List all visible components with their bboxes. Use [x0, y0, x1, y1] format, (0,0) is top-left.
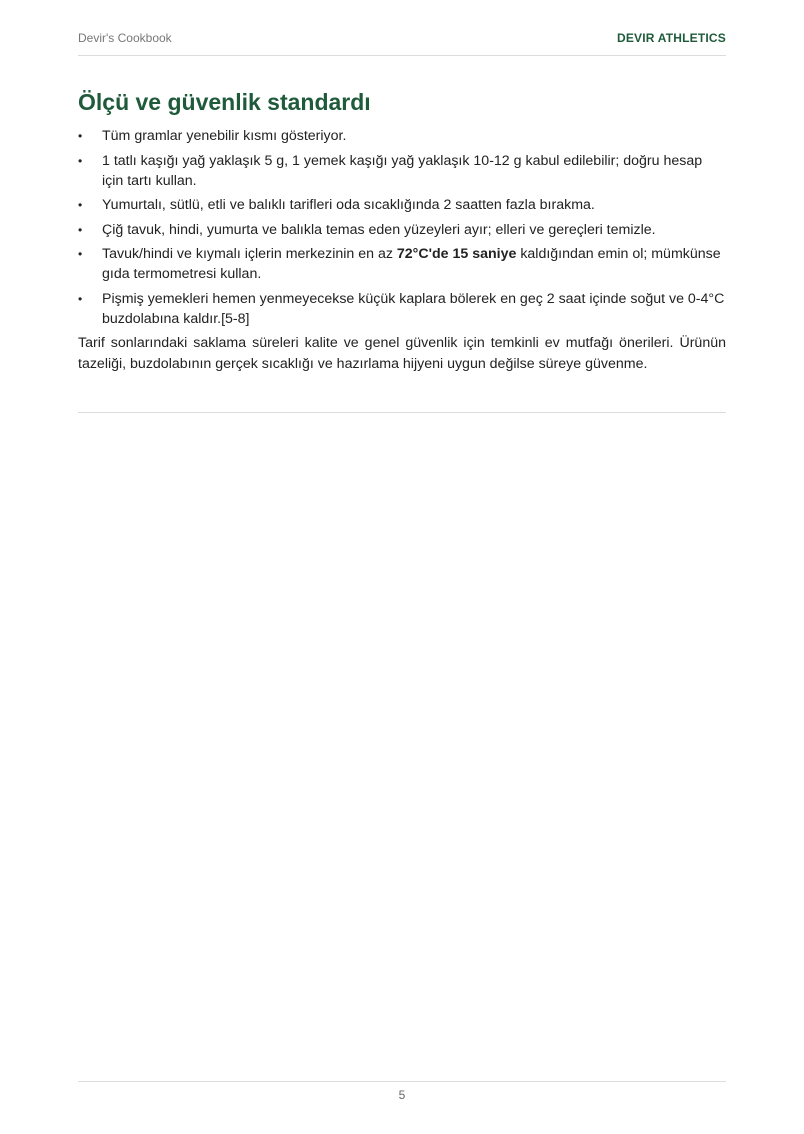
page-footer: [78, 1081, 726, 1102]
section-title: Ölçü ve güvenlik standardı: [78, 89, 371, 115]
page-header: [78, 28, 726, 56]
main-content: [78, 86, 726, 374]
list-item-text-after: kaldığından emin ol; mümkünse gıda termometresi kullan.: [102, 246, 721, 282]
brand-name: DEVIR ATHLETICS: [616, 31, 726, 45]
bullet-icon: •: [78, 198, 83, 212]
list-item: [78, 195, 726, 215]
safety-rules-list: [78, 126, 726, 329]
bullet-icon: •: [78, 291, 83, 306]
list-item: [78, 244, 726, 284]
section-divider: [78, 412, 726, 413]
page-number: 5: [398, 1088, 406, 1102]
temperature-emphasis: 72°C'de 15 saniye: [396, 246, 517, 262]
list-item-text: Yumurtalı, sütlü, etli ve balıklı tarifleri oda sıcaklığında 2 saatten fazla bırakma.: [102, 197, 595, 213]
list-item: [78, 289, 726, 329]
storage-note-paragraph: Tarif sonlarındaki saklama süreleri kalite ve genel güvenlik için temkinli ev mutfağı önerileri. Ürünün tazeliği, buzdolabının gerçek sıcaklığı ve hazırlama hijyeni uygun değilse süreye güvenme.: [78, 335, 726, 372]
list-item-text: 1 tatlı kaşığı yağ yaklaşık 5 g, 1 yemek kaşığı yağ yaklaşık 10-12 g kabul edilebilir; doğru hesap için tartı kullan.: [102, 152, 703, 189]
list-item-text-before: Tavuk/hindi ve kıymalı içlerin merkezinin en az: [102, 246, 397, 262]
list-item-text: Tüm gramlar yenebilir kısmı gösteriyor.: [102, 128, 347, 144]
list-item-text: Çiğ tavuk, hindi, yumurta ve balıkla temas eden yüzeyleri ayır; elleri ve gereçleri temizle.: [102, 221, 656, 238]
list-item: [78, 126, 726, 146]
book-title: Devir's Cookbook: [78, 31, 172, 45]
bullet-icon: •: [78, 222, 83, 237]
list-item: [78, 220, 726, 240]
bullet-icon: •: [78, 153, 83, 168]
list-item-text: Pişmiş yemekleri hemen yenmeyecekse küçük kaplara bölerek en geç 2 saat içinde soğut ve 0-4°C buzdolabına kaldır.[5-8]: [102, 290, 725, 327]
bullet-icon: •: [78, 129, 83, 143]
list-item: [78, 151, 726, 191]
bullet-icon: •: [78, 247, 83, 261]
